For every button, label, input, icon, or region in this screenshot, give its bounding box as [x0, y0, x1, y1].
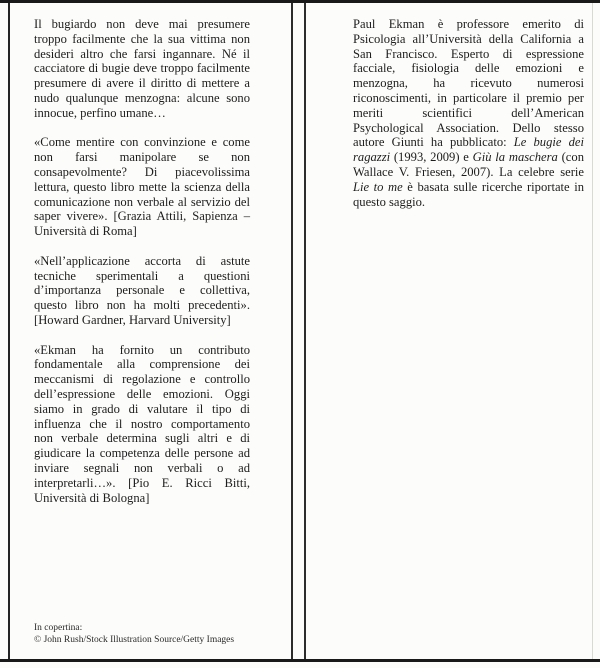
frame-bottom-border: [0, 659, 600, 662]
cover-credit-line: © John Rush/Stock Illustration Source/Getty Images: [34, 635, 235, 645]
left-flap-text: [34, 17, 250, 520]
author-bio: [353, 17, 584, 209]
frame-left-border: [8, 3, 10, 659]
review-quote-attili: «Come mentire con convinzione e come non farsi manipolare se non consapevolmente? Di piacevolissima lettura, questo libro mette la scienza della comunicazione non verbale al servizio del saper vivere». [Grazia Attili, Sapienza – Università di Roma]: [34, 135, 250, 239]
flap-excerpt-paragraph: Il bugiardo non deve mai presumere troppo facilmente che la sua vittima non desideri altro che farsi ingannare. Né il cacciatore di bugie deve troppo facilmente presumere di avere il diritto di mettere a nudo qualunque menzogna: alcune sono innocue, perfino umane…: [34, 17, 250, 120]
page-right-edge: [592, 3, 593, 659]
spine-divider-right: [304, 3, 306, 659]
cover-credit-label: In copertina:: [34, 623, 83, 633]
frame-top-border: [0, 0, 600, 3]
review-quote-ricci-bitti: «Ekman ha fornito un contributo fondamentale alla comprensione dei meccanismi di regolazione e controllo dell’espressione delle emozioni. Oggi siamo in grado di valutare il tipo di influenza che il nostro comportamento non verbale determina sugli altri e di giudicare la competenza delle persone ad inviare segnali non verbali o ad interpretarli…». [Pio E. Ricci Bitti, Università di Bologna]: [34, 342, 250, 505]
author-bio-paragraph: Paul Ekman è professore emerito di Psicologia all’Università della California a San Francisco. Esperto di espressione facciale, fisiologia delle emozioni e menzogna, ha ricevuto numerosi riconoscimenti, in particolare il premio per meriti scientifici dell’American Psychological Association. Dello stesso autore Giunti ha pubblicato: Le bugie dei ragazzi (1993, 2009) e Giù la maschera (con Wallace V. Friesen, 2007). La celebre serie Lie to me è basata sulle ricerche riportate in questo saggio.: [353, 17, 584, 209]
review-quote-gardner: «Nell’applicazione accorta di astute tecniche sperimentali a questioni d’importanza personale e collettiva, questo libro non ha molti precedenti». [Howard Gardner, Harvard University]: [34, 253, 250, 327]
cover-credit: [34, 622, 274, 646]
spine-divider-left: [291, 3, 293, 659]
